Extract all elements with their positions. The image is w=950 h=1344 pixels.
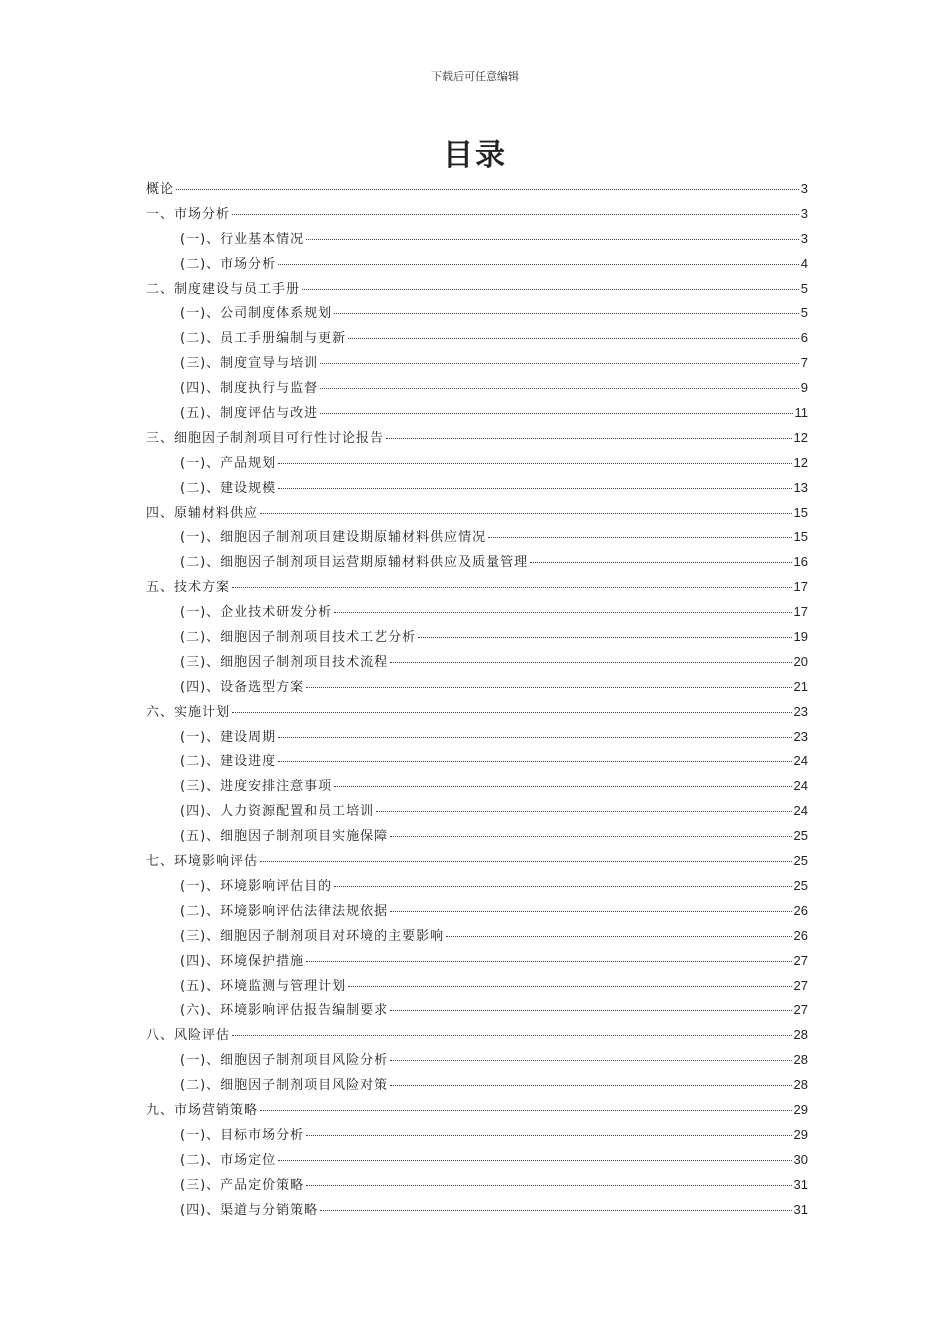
toc-entry-page: 31: [793, 1176, 808, 1192]
toc-leader-dots: [278, 1144, 791, 1161]
toc-leader-dots: [278, 447, 791, 464]
toc-entry-page: 27: [793, 977, 808, 993]
toc-leader-dots: [176, 173, 799, 190]
toc-entry-label: (二)、市场分析: [180, 256, 277, 272]
toc-entry-page: 12: [793, 454, 808, 470]
toc-leader-dots: [232, 1019, 792, 1036]
toc-leader-dots: [334, 297, 799, 314]
toc-entry-page: 28: [793, 1077, 808, 1093]
toc-entry-label: (一)、公司制度体系规划: [180, 306, 333, 322]
toc-entry-label: (一)、环境影响评估目的: [180, 878, 333, 894]
toc-entry-page: 12: [793, 429, 808, 445]
toc-entry-label: (二)、细胞因子制剂项目技术工艺分析: [180, 630, 417, 646]
toc-leader-dots: [376, 795, 791, 812]
toc-leader-dots: [302, 273, 799, 290]
toc-leader-dots: [306, 1169, 791, 1186]
toc-leader-dots: [260, 1094, 792, 1111]
toc-entry-label: (三)、制度宣导与培训: [180, 356, 319, 372]
toc-entry-page: 3: [800, 181, 808, 196]
toc-leader-dots: [306, 945, 791, 962]
toc-leader-dots: [418, 621, 791, 638]
toc-entry-label: (二)、环境影响评估法律法规依据: [180, 903, 389, 919]
toc-entry[interactable]: [146, 1197, 808, 1222]
toc-leader-dots: [488, 521, 791, 538]
toc-entry-page: 6: [800, 330, 808, 346]
toc-entry-label: (五)、细胞因子制剂项目实施保障: [180, 829, 389, 845]
toc-entry-label: 四、原辅材料供应: [146, 505, 259, 521]
toc-entry-label: (二)、员工手册编制与更新: [180, 331, 347, 347]
toc-entry-page: 5: [800, 305, 808, 321]
toc-entry-label: (三)、进度安排注意事项: [180, 779, 333, 795]
toc-entry-label: (二)、细胞因子制剂项目运营期原辅材料供应及质量管理: [180, 555, 529, 571]
toc-entry-page: 5: [800, 280, 808, 296]
toc-entry-label: (一)、企业技术研发分析: [180, 605, 333, 621]
toc-leader-dots: [390, 994, 791, 1011]
toc-entry-label: (三)、细胞因子制剂项目技术流程: [180, 654, 389, 670]
toc-entry-page: 16: [793, 554, 808, 570]
toc-entry-page: 4: [800, 255, 808, 271]
toc-entry-label: 二、制度建设与员工手册: [146, 281, 301, 297]
toc-entry-label: (一)、行业基本情况: [180, 231, 305, 247]
toc-leader-dots: [278, 248, 799, 265]
toc-entry-page: 27: [793, 1002, 808, 1018]
toc-entry-page: 15: [793, 529, 808, 545]
toc-entry-label: 三、细胞因子制剂项目可行性讨论报告: [146, 430, 385, 446]
toc-entry-page: 23: [793, 703, 808, 719]
toc-entry-label: 一、市场分析: [146, 206, 231, 222]
toc-entry-label: (一)、细胞因子制剂项目风险分析: [180, 1053, 389, 1069]
toc-entry-label: (四)、环境保护措施: [180, 953, 305, 969]
toc-leader-dots: [390, 895, 791, 912]
toc-entry-label: (三)、产品定价策略: [180, 1177, 305, 1193]
toc-leader-dots: [390, 646, 791, 663]
toc-entry-page: 23: [793, 728, 808, 744]
toc-leader-dots: [232, 696, 792, 713]
toc-entry-label: (四)、渠道与分销策略: [180, 1202, 319, 1218]
toc-title: 目录: [443, 138, 507, 173]
toc-entry-page: 25: [793, 853, 808, 869]
toc-entry-label: (二)、市场定位: [180, 1152, 277, 1168]
toc-entry-page: 31: [793, 1201, 808, 1217]
toc-entry-page: 30: [793, 1151, 808, 1167]
toc-leader-dots: [446, 920, 791, 937]
toc-entry-page: 28: [793, 1052, 808, 1068]
toc-leader-dots: [320, 397, 792, 414]
toc-leader-dots: [278, 472, 791, 489]
toc-entry-page: 25: [793, 828, 808, 844]
toc-entry-page: 3: [800, 230, 808, 246]
toc-entry-page: 28: [793, 1027, 808, 1043]
toc-leader-dots: [320, 1194, 791, 1211]
toc-entry-page: 27: [793, 952, 808, 968]
toc-leader-dots: [306, 671, 791, 688]
header-note: 下载后可任意编辑: [431, 70, 519, 83]
toc-leader-dots: [530, 546, 791, 563]
toc-leader-dots: [386, 422, 792, 439]
toc-entry-label: (一)、产品规划: [180, 455, 277, 471]
toc-leader-dots: [334, 770, 791, 787]
toc-leader-dots: [278, 721, 791, 738]
toc-leader-dots: [232, 571, 792, 588]
toc-leader-dots: [390, 1044, 791, 1061]
toc-entry-page: 17: [793, 579, 808, 595]
toc-entry-page: 26: [793, 927, 808, 943]
toc-entry-page: 25: [793, 877, 808, 893]
toc-entry-label: (二)、细胞因子制剂项目风险对策: [180, 1078, 389, 1094]
toc-entry-label: 九、市场营销策略: [146, 1102, 259, 1118]
toc-entry-page: 17: [793, 604, 808, 620]
toc-leader-dots: [306, 1119, 791, 1136]
toc-entry-label: (四)、设备选型方案: [180, 679, 305, 695]
toc-entry-label: 六、实施计划: [146, 704, 231, 720]
toc-entry-label: (一)、细胞因子制剂项目建设期原辅材料供应情况: [180, 530, 487, 546]
toc-entry-page: 20: [793, 653, 808, 669]
toc-entry-label: 七、环境影响评估: [146, 854, 259, 870]
toc-leader-dots: [320, 372, 799, 389]
toc-entry-label: (一)、目标市场分析: [180, 1127, 305, 1143]
toc-leader-dots: [278, 745, 791, 762]
toc-entry-label: 五、技术方案: [146, 580, 231, 596]
toc-entry-label: (四)、制度执行与监督: [180, 381, 319, 397]
toc-leader-dots: [306, 223, 799, 240]
toc-entry-label: 八、风险评估: [146, 1028, 231, 1044]
toc-leader-dots: [390, 1069, 791, 1086]
toc-entry-label: (二)、建设规模: [180, 480, 277, 496]
toc-entry-page: 21: [793, 678, 808, 694]
toc-entry-page: 29: [793, 1101, 808, 1117]
toc-entry-label: (三)、细胞因子制剂项目对环境的主要影响: [180, 928, 445, 944]
toc-entry-page: 24: [793, 753, 808, 769]
toc-entry-page: 24: [793, 778, 808, 794]
toc-entry-label: 概论: [146, 182, 175, 197]
toc-leader-dots: [260, 497, 792, 514]
toc-entry-label: (四)、人力资源配置和员工培训: [180, 804, 375, 820]
toc-entry-page: 13: [793, 479, 808, 495]
toc-leader-dots: [334, 596, 791, 613]
toc-leader-dots: [232, 198, 799, 215]
toc-leader-dots: [260, 845, 792, 862]
toc-entry-label: (五)、环境监测与管理计划: [180, 978, 347, 994]
toc-entry-label: (五)、制度评估与改进: [180, 406, 319, 422]
toc-entry-page: 9: [800, 380, 808, 396]
toc-entry-label: (一)、建设周期: [180, 729, 277, 745]
toc-entry-page: 15: [793, 504, 808, 520]
toc-entry-page: 26: [793, 902, 808, 918]
toc-leader-dots: [390, 820, 791, 837]
toc-leader-dots: [348, 970, 791, 987]
toc-leader-dots: [320, 347, 799, 364]
toc-leader-dots: [334, 870, 791, 887]
toc-entry-page: 24: [793, 803, 808, 819]
table-of-contents: [146, 176, 808, 1221]
toc-entry-page: 7: [800, 355, 808, 371]
toc-entry-page: 3: [800, 205, 808, 221]
toc-entry-label: (二)、建设进度: [180, 754, 277, 770]
toc-entry-page: 29: [793, 1126, 808, 1142]
toc-entry-page: 11: [794, 405, 808, 421]
toc-entry-page: 19: [793, 629, 808, 645]
toc-entry-label: (六)、环境影响评估报告编制要求: [180, 1003, 389, 1019]
toc-leader-dots: [348, 322, 799, 339]
